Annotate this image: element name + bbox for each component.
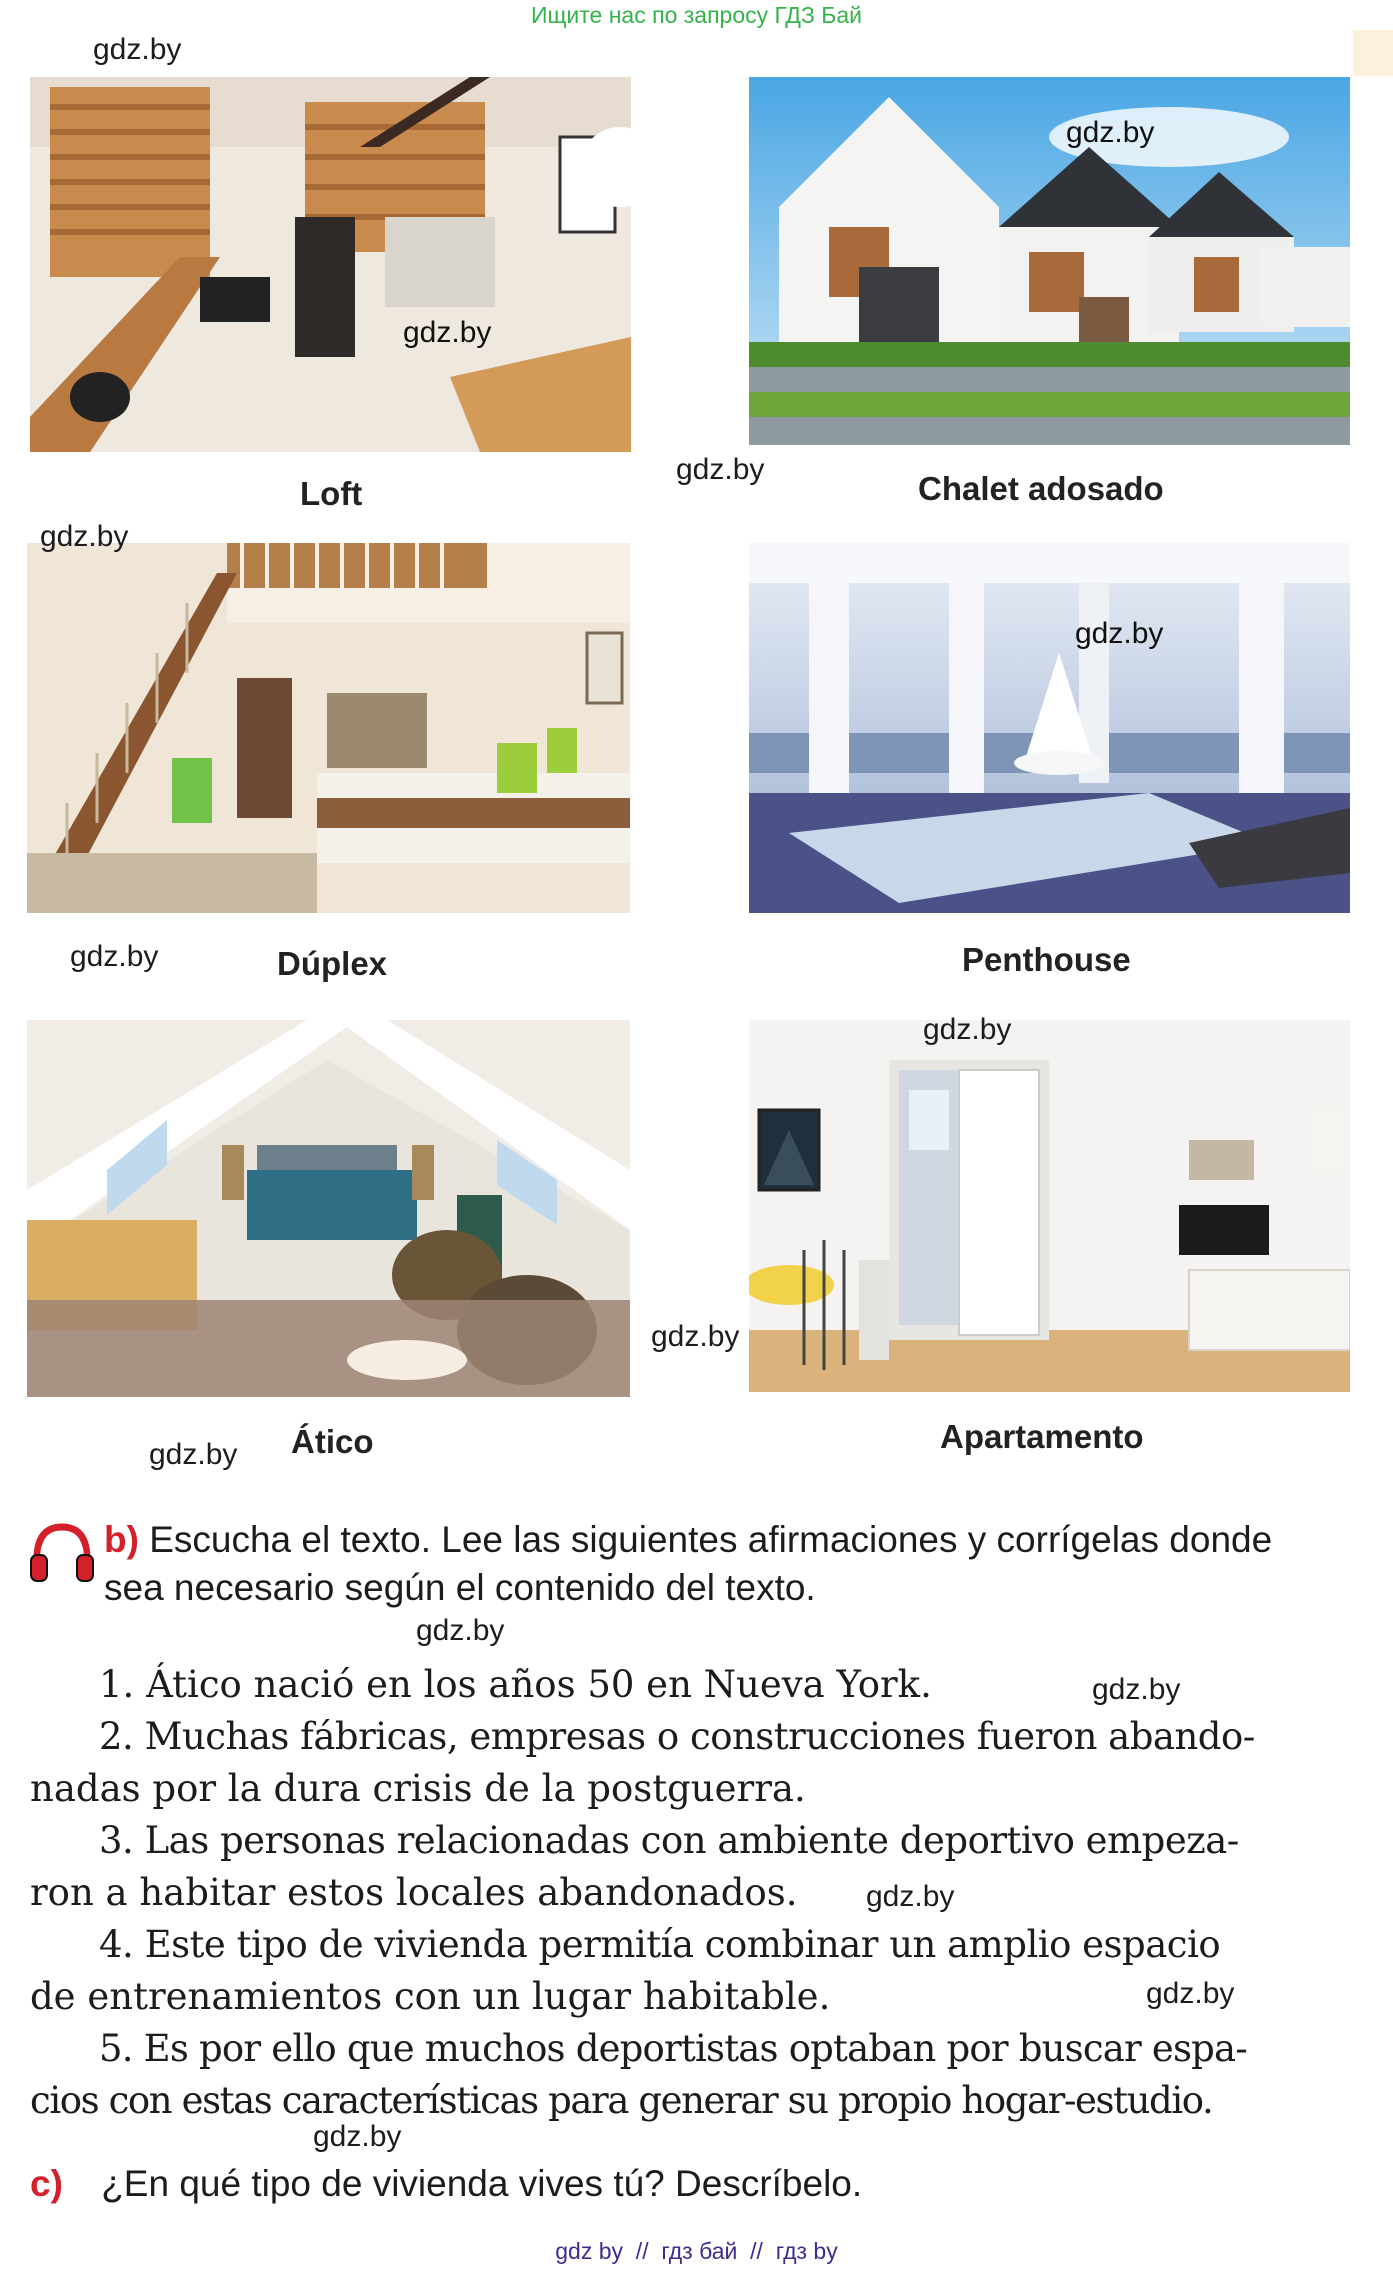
watermark: gdz.by — [1066, 116, 1155, 149]
footer-links[interactable]: gdz by // гдз бай // гдз by — [555, 2238, 838, 2264]
exercise-c-label: c) — [30, 2163, 63, 2204]
watermark: gdz.by — [313, 2120, 402, 2153]
top-banner[interactable]: Ищите нас по запросу ГДЗ Бай — [530, 2, 863, 28]
caption-chalet: Chalet adosado — [918, 470, 1164, 507]
watermark: gdz.by — [651, 1320, 740, 1353]
statement-5-line2: cios con estas características para generar su propio hogar-estudio. — [30, 2079, 1213, 2122]
loft-photo — [30, 77, 631, 452]
penthouse-photo — [749, 543, 1350, 913]
statement-1: 1. Ático nació en los años 50 en Nueva York. — [99, 1663, 932, 1706]
statement-2-line2: nadas por la dura crisis de la postguerra. — [30, 1767, 806, 1810]
watermark: gdz.by — [93, 33, 182, 66]
caption-loft: Loft — [300, 475, 363, 512]
exercise-b-label: b) — [104, 1519, 139, 1560]
chalet-photo — [749, 77, 1350, 445]
watermark: gdz.by — [923, 1013, 1012, 1046]
exercise-b-line2: sea necesario según el contenido del texto. — [104, 1567, 816, 1608]
watermark: gdz.by — [70, 940, 159, 973]
exercise-c — [30, 2160, 862, 2208]
watermark: gdz.by — [403, 316, 492, 349]
statement-5-line1: 5. Es por ello que muchos deportistas optaban por buscar espa- — [99, 2027, 1247, 2070]
watermark: gdz.by — [40, 520, 129, 553]
caption-apartamento: Apartamento — [940, 1418, 1144, 1455]
statement-3-line2: ron a habitar estos locales abandonados. — [30, 1871, 798, 1914]
statement-2-line1: 2. Muchas fábricas, empresas o construcciones fueron abando- — [99, 1715, 1255, 1758]
caption-duplex: Dúplex — [277, 945, 388, 982]
exercise-c-text: ¿En qué tipo de vivienda vives tú? Descríbelo. — [101, 2163, 863, 2204]
exercise-b-instructions — [104, 1516, 1272, 1564]
duplex-photo — [27, 543, 630, 913]
statement-4-line1: 4. Este tipo de vivienda permitía combinar un amplio espacio — [99, 1923, 1221, 1966]
caption-atico: Ático — [291, 1423, 374, 1460]
atico-photo — [27, 1020, 630, 1397]
watermark: gdz.by — [676, 453, 765, 486]
corner-tab — [1353, 30, 1393, 76]
watermark: gdz.by — [149, 1438, 238, 1471]
apartamento-photo — [749, 1020, 1350, 1392]
statement-3-line1: 3. Las personas relacionadas con ambiente deportivo empeza- — [99, 1819, 1239, 1862]
watermark: gdz.by — [1075, 617, 1164, 650]
exercise-b-line1: Escucha el texto. Lee las siguientes afirmaciones y corrígelas donde — [149, 1519, 1273, 1560]
watermark: gdz.by — [866, 1880, 955, 1913]
watermark: gdz.by — [1092, 1673, 1181, 1706]
statement-4-line2: de entrenamientos con un lugar habitable. — [30, 1975, 831, 2018]
headphones-icon[interactable] — [27, 1519, 97, 1585]
watermark: gdz.by — [1146, 1977, 1235, 2010]
watermark: gdz.by — [416, 1614, 505, 1647]
caption-penthouse: Penthouse — [962, 941, 1131, 978]
